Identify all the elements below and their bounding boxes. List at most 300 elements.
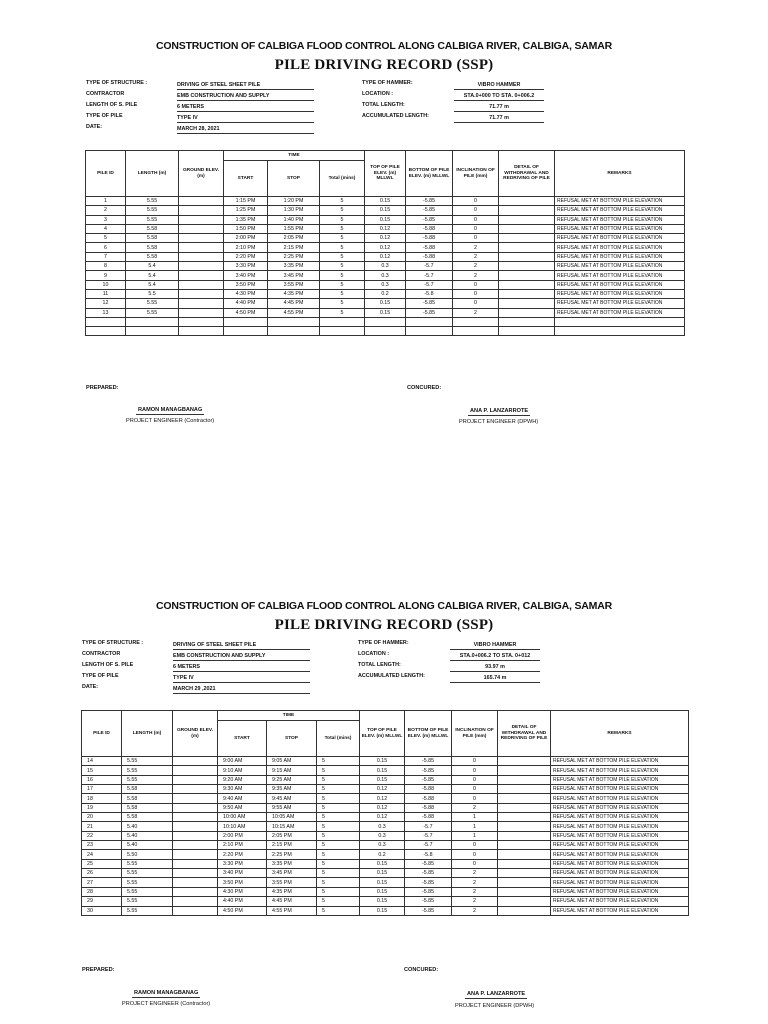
cell-inclination: 1: [452, 813, 498, 822]
cell-top-elev: 0.15: [360, 878, 405, 887]
cell-ground-elev: [179, 289, 224, 298]
cell-ground-elev: [179, 327, 224, 336]
cell-detail: [498, 841, 551, 850]
cell-detail: [499, 224, 555, 233]
cell-stop: 4:45 PM: [268, 299, 320, 308]
cell-inclination: [453, 317, 499, 326]
cell-stop: 4:55 PM: [267, 906, 317, 915]
cell-length: 5.55: [122, 766, 173, 775]
cell-bottom-elev: -5.88: [405, 785, 452, 794]
info-label: CONTRACTOR: [82, 651, 121, 657]
cell-ground-elev: [173, 757, 218, 766]
cell-stop: 2:25 PM: [268, 252, 320, 261]
cell-bottom-elev: -5.85: [405, 887, 452, 896]
cell-detail: [499, 234, 555, 243]
cell-bottom-elev: -5.85: [406, 197, 453, 206]
cell-remarks: [555, 327, 685, 336]
cell-top-elev: 0.3: [365, 280, 406, 289]
cell-top-elev: 0.15: [365, 308, 406, 317]
project-title: CONSTRUCTION OF CALBIGA FLOOD CONTROL ALONG CALBIGA RIVER, CALBIGA, SAMAR: [156, 40, 612, 52]
cell-remarks: REFUSAL MET AT BOTTOM PILE ELEVATION: [551, 906, 689, 915]
cell-ground-elev: [179, 299, 224, 308]
header-start: START: [218, 721, 267, 757]
prepared-title: PROJECT ENGINEER (Contractor): [122, 1001, 211, 1007]
cell-bottom-elev: -5.85: [405, 878, 452, 887]
cell-top-elev: 0.3: [360, 841, 405, 850]
cell-pile-id: 11: [86, 289, 126, 298]
cell-detail: [498, 850, 551, 859]
table-row: [82, 850, 689, 859]
info-value-line: [454, 102, 544, 112]
table-row: [82, 878, 689, 887]
info-value: 6 METERS: [173, 664, 200, 670]
cell-length: 5.40: [122, 822, 173, 831]
cell-remarks: REFUSAL MET AT BOTTOM PILE ELEVATION: [551, 831, 689, 840]
cell-stop: 2:15 PM: [268, 243, 320, 252]
info-value-line: [450, 673, 540, 683]
cell-top-elev: 0.15: [360, 869, 405, 878]
cell-inclination: 0: [453, 215, 499, 224]
table-body: [86, 197, 685, 336]
cell-length: 5.58: [126, 252, 179, 261]
cell-bottom-elev: -5.85: [405, 897, 452, 906]
cell-stop: 1:20 PM: [268, 197, 320, 206]
cell-top-elev: 0.15: [360, 906, 405, 915]
cell-start: 2:10 PM: [224, 243, 268, 252]
cell-length: 5.58: [126, 224, 179, 233]
table-row: [82, 775, 689, 784]
cell-inclination: 0: [452, 859, 498, 868]
info-value: 93.97 m: [485, 664, 505, 670]
cell-inclination: 0: [453, 234, 499, 243]
header-detail: DETAIL OF WITHDRAWAL AND REDRIVING OF PILE: [498, 711, 551, 757]
info-label: TYPE OF STRUCTURE :: [82, 640, 144, 646]
cell-pile-id: 28: [82, 887, 122, 896]
cell-start: 1:35 PM: [224, 215, 268, 224]
cell-length: 5.4: [126, 262, 179, 271]
info-value-line: [450, 640, 540, 650]
cell-detail: [499, 271, 555, 280]
table-row: [82, 887, 689, 896]
table-row: [86, 197, 685, 206]
cell-bottom-elev: -5.85: [405, 757, 452, 766]
cell-stop: 2:25 PM: [267, 850, 317, 859]
cell-inclination: 2: [452, 869, 498, 878]
prepared-title: PROJECT ENGINEER (Contractor): [126, 418, 215, 424]
table-row: [82, 841, 689, 850]
header-total-mins: Total (mins): [320, 161, 365, 197]
header-time: TIME: [224, 151, 365, 161]
cell-inclination: 0: [452, 785, 498, 794]
cell-start: 2:00 PM: [224, 234, 268, 243]
cell-ground-elev: [173, 775, 218, 784]
cell-inclination: 2: [453, 271, 499, 280]
info-label: DATE:: [82, 684, 99, 690]
cell-total-mins: 5: [317, 897, 360, 906]
cell-stop: 2:15 PM: [267, 841, 317, 850]
cell-total-mins: 5: [320, 289, 365, 298]
concured-name: ANA P. LANZARROTE: [467, 991, 526, 997]
cell-top-elev: 0.15: [360, 887, 405, 896]
table-row: [86, 271, 685, 280]
cell-detail: [499, 262, 555, 271]
cell-remarks: REFUSAL MET AT BOTTOM PILE ELEVATION: [555, 262, 685, 271]
cell-detail: [499, 243, 555, 252]
cell-ground-elev: [173, 859, 218, 868]
cell-length: 5.40: [122, 831, 173, 840]
cell-top-elev: 0.2: [365, 289, 406, 298]
cell-remarks: REFUSAL MET AT BOTTOM PILE ELEVATION: [551, 887, 689, 896]
cell-pile-id: 14: [82, 757, 122, 766]
cell-ground-elev: [179, 224, 224, 233]
cell-bottom-elev: -5.7: [406, 280, 453, 289]
info-label: TYPE OF HAMMER:: [358, 640, 409, 646]
concured-label: CONCURED:: [407, 385, 442, 391]
cell-start: 10:00 AM: [218, 813, 267, 822]
cell-inclination: 2: [453, 243, 499, 252]
cell-length: 5.55: [122, 906, 173, 915]
cell-pile-id: 5: [86, 234, 126, 243]
cell-ground-elev: [173, 850, 218, 859]
cell-length: 5.55: [122, 887, 173, 896]
cell-pile-id: 13: [86, 308, 126, 317]
cell-total-mins: 5: [317, 757, 360, 766]
cell-stop: [268, 317, 320, 326]
cell-top-elev: 0.12: [360, 785, 405, 794]
cell-start: 10:10 AM: [218, 822, 267, 831]
cell-bottom-elev: [406, 327, 453, 336]
cell-pile-id: 9: [86, 271, 126, 280]
cell-ground-elev: [179, 308, 224, 317]
table-row: [86, 224, 685, 233]
project-title: CONSTRUCTION OF CALBIGA FLOOD CONTROL ALONG CALBIGA RIVER, CALBIGA, SAMAR: [156, 600, 612, 612]
cell-stop: 1:30 PM: [268, 206, 320, 215]
cell-start: 1:15 PM: [224, 197, 268, 206]
cell-detail: [498, 878, 551, 887]
info-label: ACCUMULATED LENGTH:: [358, 673, 425, 679]
cell-start: 4:30 PM: [224, 289, 268, 298]
cell-remarks: REFUSAL MET AT BOTTOM PILE ELEVATION: [555, 308, 685, 317]
cell-detail: [499, 197, 555, 206]
cell-start: 4:50 PM: [224, 308, 268, 317]
cell-remarks: REFUSAL MET AT BOTTOM PILE ELEVATION: [551, 803, 689, 812]
cell-inclination: 2: [452, 897, 498, 906]
cell-top-elev: 0.12: [365, 243, 406, 252]
cell-length: 5.40: [122, 841, 173, 850]
cell-total-mins: 5: [317, 813, 360, 822]
cell-stop: 3:55 PM: [268, 280, 320, 289]
info-value-line: [454, 113, 544, 123]
cell-total-mins: 5: [320, 299, 365, 308]
cell-stop: 4:35 PM: [267, 887, 317, 896]
cell-start: 2:20 PM: [224, 252, 268, 261]
cell-total-mins: 5: [317, 850, 360, 859]
table-row-empty: [86, 327, 685, 336]
cell-total-mins: 5: [317, 878, 360, 887]
cell-pile-id: 16: [82, 775, 122, 784]
cell-ground-elev: [179, 243, 224, 252]
cell-stop: 3:45 PM: [267, 869, 317, 878]
cell-total-mins: 5: [317, 766, 360, 775]
table-row: [86, 299, 685, 308]
cell-top-elev: 0.12: [360, 813, 405, 822]
cell-bottom-elev: -5.85: [405, 869, 452, 878]
cell-ground-elev: [173, 887, 218, 896]
cell-total-mins: 5: [320, 252, 365, 261]
cell-ground-elev: [173, 869, 218, 878]
cell-total-mins: 5: [317, 869, 360, 878]
cell-inclination: 2: [453, 252, 499, 261]
info-label: TYPE OF PILE: [86, 113, 123, 119]
cell-remarks: REFUSAL MET AT BOTTOM PILE ELEVATION: [551, 869, 689, 878]
header-detail: DETAIL OF WITHDRAWAL AND REDRIVING OF PILE: [499, 151, 555, 197]
cell-inclination: 0: [453, 299, 499, 308]
cell-length: 5.55: [126, 308, 179, 317]
cell-length: 5.58: [122, 813, 173, 822]
cell-detail: [498, 859, 551, 868]
cell-length: 5.4: [126, 280, 179, 289]
info-value-line: [173, 684, 310, 694]
info-label: ACCUMULATED LENGTH:: [362, 113, 429, 119]
cell-inclination: 0: [453, 206, 499, 215]
cell-inclination: 0: [453, 289, 499, 298]
cell-length: 5.58: [122, 794, 173, 803]
info-value: 165.74 m: [483, 675, 507, 681]
cell-detail: [499, 327, 555, 336]
cell-ground-elev: [173, 841, 218, 850]
header-time: TIME: [218, 711, 360, 721]
cell-start: 1:50 PM: [224, 224, 268, 233]
cell-detail: [498, 887, 551, 896]
cell-length: 5.58: [126, 234, 179, 243]
cell-bottom-elev: -5.88: [406, 252, 453, 261]
cell-length: 5.50: [122, 850, 173, 859]
cell-remarks: REFUSAL MET AT BOTTOM PILE ELEVATION: [551, 785, 689, 794]
cell-stop: 1:40 PM: [268, 215, 320, 224]
cell-detail: [499, 280, 555, 289]
cell-stop: 3:35 PM: [267, 859, 317, 868]
cell-remarks: REFUSAL MET AT BOTTOM PILE ELEVATION: [555, 289, 685, 298]
info-value: TYPE IV: [177, 115, 198, 121]
cell-detail: [498, 794, 551, 803]
cell-ground-elev: [173, 831, 218, 840]
cell-pile-id: 1: [86, 197, 126, 206]
cell-inclination: 0: [452, 841, 498, 850]
cell-length: 5.55: [122, 859, 173, 868]
prepared-label: PREPARED:: [82, 967, 115, 973]
info-value: 71.77 m: [489, 104, 509, 110]
cell-detail: [499, 206, 555, 215]
cell-total-mins: 5: [317, 841, 360, 850]
info-value: DRIVING OF STEEL SHEET PILE: [173, 642, 257, 648]
cell-stop: 9:55 AM: [267, 803, 317, 812]
info-value: 6 METERS: [177, 104, 204, 110]
concured-label: CONCURED:: [404, 967, 439, 973]
cell-start: 3:50 PM: [218, 878, 267, 887]
cell-pile-id: 30: [82, 906, 122, 915]
info-label: LOCATION :: [362, 91, 394, 97]
cell-top-elev: 0.15: [365, 197, 406, 206]
cell-remarks: REFUSAL MET AT BOTTOM PILE ELEVATION: [551, 859, 689, 868]
table-row: [86, 243, 685, 252]
cell-remarks: REFUSAL MET AT BOTTOM PILE ELEVATION: [555, 197, 685, 206]
cell-pile-id: 17: [82, 785, 122, 794]
cell-top-elev: 0.15: [365, 215, 406, 224]
cell-remarks: REFUSAL MET AT BOTTOM PILE ELEVATION: [551, 757, 689, 766]
table-row: [82, 766, 689, 775]
info-label: TOTAL LENGTH:: [362, 102, 405, 108]
cell-total-mins: 5: [317, 822, 360, 831]
cell-bottom-elev: -5.7: [405, 841, 452, 850]
cell-top-elev: 0.2: [360, 850, 405, 859]
cell-bottom-elev: -5.88: [406, 224, 453, 233]
cell-stop: 1:55 PM: [268, 224, 320, 233]
table-row: [82, 897, 689, 906]
cell-remarks: REFUSAL MET AT BOTTOM PILE ELEVATION: [551, 897, 689, 906]
header-pile-id: PILE ID: [86, 151, 126, 197]
cell-top-elev: 0.3: [365, 262, 406, 271]
cell-detail: [499, 317, 555, 326]
cell-pile-id: 2: [86, 206, 126, 215]
cell-top-elev: 0.3: [360, 822, 405, 831]
cell-inclination: 2: [453, 262, 499, 271]
cell-length: 5.55: [122, 869, 173, 878]
cell-stop: 3:55 PM: [267, 878, 317, 887]
pile-driving-table: [81, 710, 689, 916]
cell-inclination: 1: [452, 822, 498, 831]
cell-start: 9:00 AM: [218, 757, 267, 766]
cell-inclination: 0: [452, 766, 498, 775]
cell-total-mins: [320, 327, 365, 336]
record-title: PILE DRIVING RECORD (SSP): [274, 57, 494, 73]
info-value-line: [454, 80, 544, 90]
info-value-line: [173, 651, 310, 661]
cell-start: 4:30 PM: [218, 887, 267, 896]
cell-remarks: REFUSAL MET AT BOTTOM PILE ELEVATION: [555, 215, 685, 224]
cell-inclination: 0: [452, 757, 498, 766]
cell-bottom-elev: -5.7: [406, 271, 453, 280]
info-value-line: [450, 651, 540, 661]
cell-pile-id: 6: [86, 243, 126, 252]
cell-pile-id: 22: [82, 831, 122, 840]
header-bottom-elev: BOTTOM OF PILE ELEV. (m) MLLWL: [406, 151, 453, 197]
cell-pile-id: 8: [86, 262, 126, 271]
cell-total-mins: 5: [320, 215, 365, 224]
table-row: [86, 215, 685, 224]
cell-stop: [268, 327, 320, 336]
table-row: [82, 757, 689, 766]
table-row: [82, 859, 689, 868]
info-label: TYPE OF STRUCTURE :: [86, 80, 148, 86]
info-value-line: [177, 124, 314, 134]
info-value: 71.77 m: [489, 115, 509, 121]
cell-stop: 9:25 AM: [267, 775, 317, 784]
cell-top-elev: 0.15: [365, 299, 406, 308]
table-row: [86, 289, 685, 298]
table-row: [86, 206, 685, 215]
cell-top-elev: 0.12: [360, 803, 405, 812]
cell-ground-elev: [179, 252, 224, 261]
cell-start: 2:00 PM: [218, 831, 267, 840]
cell-ground-elev: [173, 878, 218, 887]
cell-top-elev: 0.15: [365, 206, 406, 215]
cell-start: 3:50 PM: [224, 280, 268, 289]
cell-detail: [499, 308, 555, 317]
cell-pile-id: 3: [86, 215, 126, 224]
cell-start: 1:25 PM: [224, 206, 268, 215]
cell-start: 4:40 PM: [218, 897, 267, 906]
cell-detail: [499, 299, 555, 308]
cell-start: 4:40 PM: [224, 299, 268, 308]
header-ground-elev: GROUND ELEV. (m): [179, 151, 224, 197]
cell-total-mins: 5: [317, 831, 360, 840]
cell-stop: 9:35 AM: [267, 785, 317, 794]
cell-pile-id: 23: [82, 841, 122, 850]
cell-stop: 9:45 AM: [267, 794, 317, 803]
header-inclination: INCLINATION OF PILE (mm): [452, 711, 498, 757]
cell-top-elev: 0.3: [360, 831, 405, 840]
cell-inclination: 1: [452, 831, 498, 840]
cell-total-mins: 5: [320, 280, 365, 289]
cell-bottom-elev: -5.88: [405, 803, 452, 812]
cell-length: [126, 317, 179, 326]
header-pile-id: PILE ID: [82, 711, 122, 757]
header-stop: STOP: [268, 161, 320, 197]
prepared-name: RAMON MANAGBANAG: [134, 990, 199, 996]
cell-bottom-elev: -5.88: [406, 234, 453, 243]
cell-top-elev: 0.15: [360, 859, 405, 868]
cell-pile-id: 20: [82, 813, 122, 822]
cell-length: 5.58: [126, 243, 179, 252]
cell-inclination: 0: [452, 850, 498, 859]
cell-inclination: 2: [452, 906, 498, 915]
table-row: [82, 813, 689, 822]
cell-start: 9:20 AM: [218, 775, 267, 784]
header-bottom-elev: BOTTOM OF PILE ELEV. (m) MLLWL: [405, 711, 452, 757]
info-value-line: [177, 113, 314, 123]
cell-start: 2:10 PM: [218, 841, 267, 850]
prepared-name: RAMON MANAGBANAG: [138, 407, 203, 413]
info-value-line: [177, 91, 314, 101]
info-value: TYPE IV: [173, 675, 194, 681]
info-value: MARCH 29 ,2021: [173, 686, 216, 692]
cell-bottom-elev: -5.85: [405, 775, 452, 784]
cell-bottom-elev: -5.8: [405, 850, 452, 859]
cell-total-mins: 5: [317, 887, 360, 896]
info-value: MARCH 28, 2021: [177, 126, 220, 132]
cell-bottom-elev: -5.85: [405, 859, 452, 868]
prepared-label: PREPARED:: [86, 385, 119, 391]
table-row: [82, 869, 689, 878]
cell-detail: [498, 869, 551, 878]
cell-total-mins: 5: [320, 224, 365, 233]
cell-inclination: 0: [452, 794, 498, 803]
cell-top-elev: [365, 327, 406, 336]
cell-pile-id: 27: [82, 878, 122, 887]
cell-ground-elev: [179, 280, 224, 289]
cell-stop: 3:45 PM: [268, 271, 320, 280]
cell-length: 5.58: [122, 785, 173, 794]
header-top-elev: TOP OF PILE ELEV. (m) MLLWL: [360, 711, 405, 757]
table-row: [82, 794, 689, 803]
cell-top-elev: 0.15: [360, 775, 405, 784]
info-value: STA.0+006.2 TO STA. 0+012: [459, 653, 531, 659]
cell-start: 9:30 AM: [218, 785, 267, 794]
cell-total-mins: 5: [317, 794, 360, 803]
cell-detail: [498, 803, 551, 812]
cell-inclination: 2: [452, 878, 498, 887]
cell-remarks: REFUSAL MET AT BOTTOM PILE ELEVATION: [555, 206, 685, 215]
